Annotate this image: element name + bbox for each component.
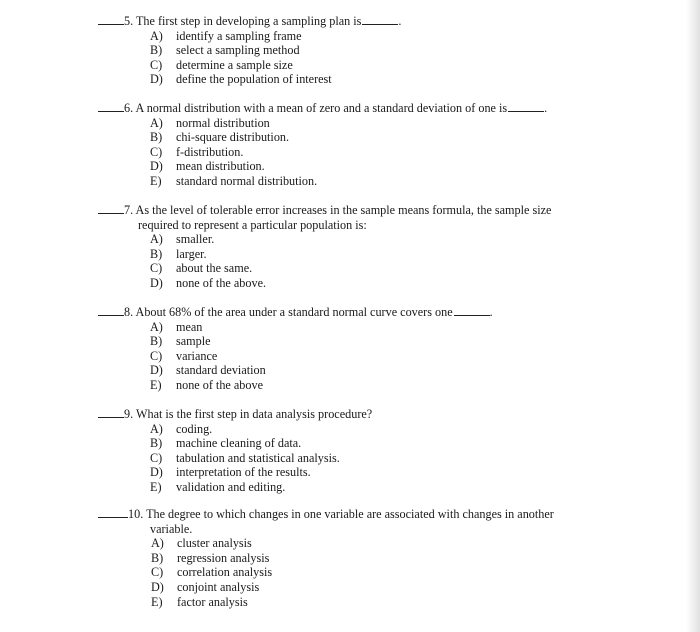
question-text: A normal distribution with a mean of zero and a standard deviation of one is bbox=[135, 101, 508, 115]
answer-blank bbox=[98, 507, 128, 518]
question-stem bbox=[0, 305, 660, 320]
question-tail: . bbox=[544, 101, 548, 115]
option-c: C) variance bbox=[150, 348, 218, 363]
question-number: 10. bbox=[128, 507, 144, 521]
question-stem bbox=[0, 507, 660, 522]
answer-blank bbox=[98, 101, 124, 112]
answer-blank bbox=[98, 305, 124, 316]
option-e: E) validation and editing. bbox=[150, 479, 286, 494]
options-list bbox=[0, 536, 660, 609]
question-text: The first step in developing a sampling plan is bbox=[135, 14, 362, 28]
option-d: D) conjoint analysis bbox=[151, 579, 260, 594]
options-list bbox=[0, 320, 660, 393]
option-b: B) machine cleaning of data. bbox=[150, 436, 302, 451]
answer-blank bbox=[98, 407, 124, 418]
option-b: B) larger. bbox=[150, 246, 207, 261]
page-edge-shadow bbox=[686, 0, 700, 632]
option-a: A) smaller. bbox=[150, 232, 215, 247]
question-stem bbox=[0, 14, 660, 29]
question-number: 7. bbox=[124, 203, 134, 217]
answer-blank bbox=[98, 14, 124, 25]
question-number: 9. bbox=[124, 407, 134, 421]
option-c: C) about the same. bbox=[150, 261, 253, 276]
question-text: What is the first step in data analysis procedure? bbox=[135, 407, 373, 421]
option-c: C) determine a sample size bbox=[150, 57, 293, 72]
option-d: D) standard deviation bbox=[150, 363, 266, 378]
question-text-continuation: required to represent a particular population is: bbox=[138, 217, 367, 232]
question-text: The degree to which changes in one variable are associated with changes in another bbox=[146, 507, 554, 521]
option-c: C) correlation analysis bbox=[151, 565, 273, 580]
question-7 bbox=[0, 203, 660, 291]
fill-in-blank bbox=[362, 14, 398, 25]
question-8 bbox=[0, 305, 660, 393]
question-stem bbox=[0, 407, 660, 422]
question-tail: . bbox=[398, 14, 402, 28]
option-c: C) tabulation and statistical analysis. bbox=[150, 450, 340, 465]
answer-blank bbox=[98, 203, 124, 214]
question-number: 8. bbox=[124, 305, 134, 319]
option-c: C) f-distribution. bbox=[150, 144, 244, 159]
option-b: B) select a sampling method bbox=[150, 43, 300, 58]
option-d: D) none of the above. bbox=[150, 275, 267, 290]
question-stem bbox=[0, 203, 660, 218]
options-list bbox=[0, 29, 660, 87]
options-list bbox=[0, 422, 660, 495]
option-d: D) interpretation of the results. bbox=[150, 465, 311, 480]
option-b: B) sample bbox=[150, 334, 211, 349]
question-text: About 68% of the area under a standard normal curve covers one bbox=[135, 305, 453, 319]
question-6 bbox=[0, 101, 660, 189]
fill-in-blank bbox=[454, 305, 490, 316]
option-e: E) none of the above bbox=[150, 377, 263, 392]
question-5 bbox=[0, 14, 660, 87]
question-text: As the level of tolerable error increases in the sample means formula, the sample size bbox=[135, 203, 552, 217]
options-list bbox=[0, 232, 660, 290]
option-a: A) coding. bbox=[150, 421, 213, 436]
question-9 bbox=[0, 407, 660, 495]
fill-in-blank bbox=[508, 101, 544, 112]
option-d: D) mean distribution. bbox=[150, 159, 265, 174]
question-text-continuation: variable. bbox=[150, 521, 193, 536]
question-10 bbox=[0, 507, 660, 609]
option-e: E) factor analysis bbox=[151, 594, 248, 609]
question-number: 5. bbox=[124, 14, 134, 28]
question-stem bbox=[0, 101, 660, 116]
option-a: A) identify a sampling frame bbox=[150, 28, 302, 43]
option-b: B) chi-square distribution. bbox=[150, 130, 290, 145]
option-e: E) standard normal distribution. bbox=[150, 173, 318, 188]
option-a: A) mean bbox=[150, 319, 203, 334]
option-a: A) normal distribution bbox=[150, 115, 270, 130]
option-a: A) cluster analysis bbox=[151, 536, 252, 551]
question-number: 6. bbox=[124, 101, 134, 115]
option-d: D) define the population of interest bbox=[150, 72, 332, 87]
question-tail: . bbox=[489, 305, 493, 319]
option-b: B) regression analysis bbox=[151, 550, 270, 565]
options-list bbox=[0, 116, 660, 189]
